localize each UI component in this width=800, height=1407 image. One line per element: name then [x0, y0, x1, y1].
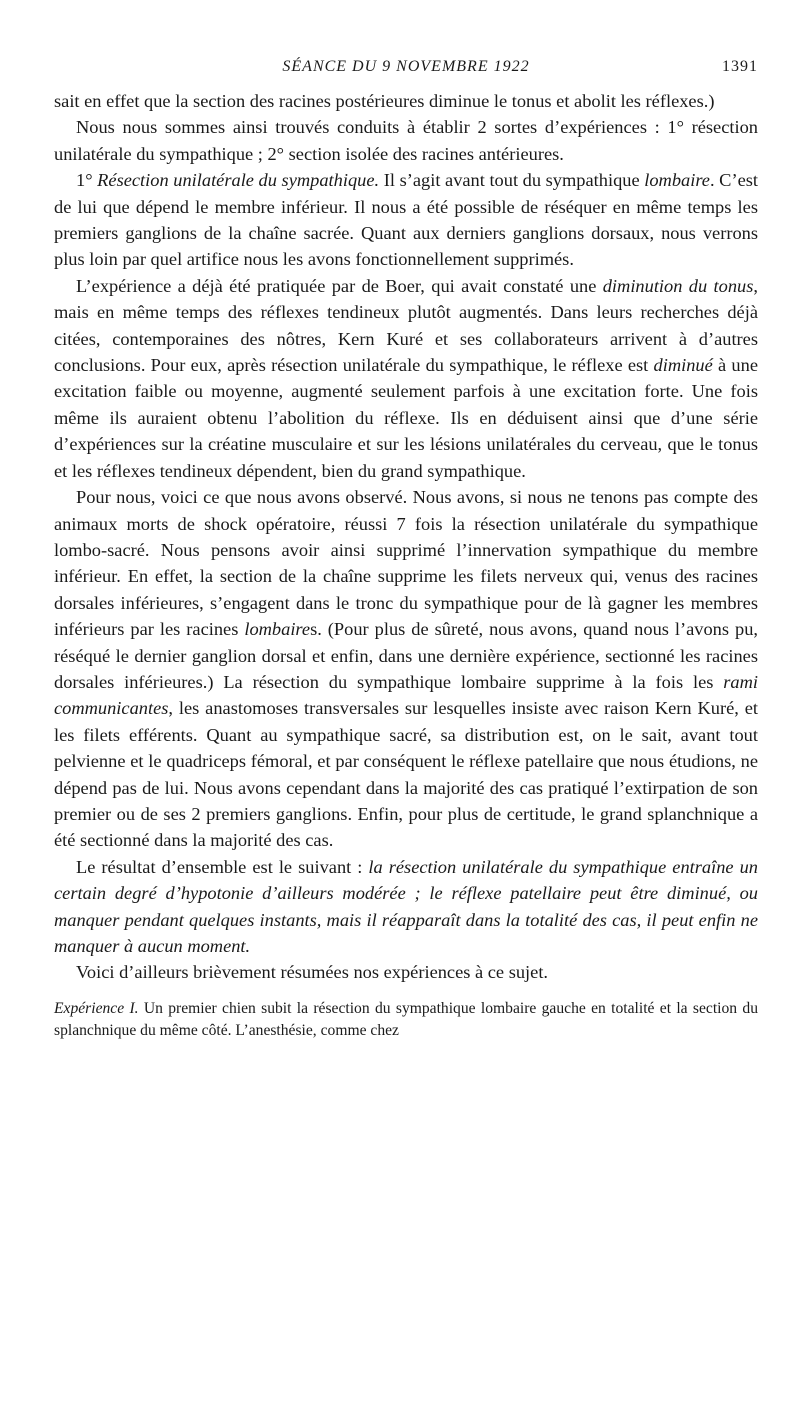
paragraph: sait en effet que la section des racines postérieures diminue le tonus et abolit les réflexes.)	[54, 91, 715, 111]
paragraph: Pour nous, voici ce que nous avons observé. Nous avons, si nous ne tenons pas compte des animaux morts de shock opératoire, réussi 7 fois la résection unilatérale du sympathique lombo-sacré. Nous pensons avoir ainsi supprimé l’innervation sympathique du membre inférieur. En effet, la section de la chaîne supprime les filets nerveux qui, venus des racines dorsales inférieures, s’engagent dans le tronc du sympathique pour de là gagner les membres inférieurs par les racines lombaires. (Pour plus de sûreté, nous avons, quand nous l’avons pu, réséqué le dernier ganglion dorsal et enfin, dans une dernière expérience, sectionné les racines dorsales inférieures.) La résection du sympathique lombaire supprime à la fois les rami communicantes, les anastomoses transversales sur lesquelles insiste avec raison Kern Kuré, et les filets efférents. Quant au sympathique sacré, sa distribution est, on le sait, avant tout pelvienne et le quadriceps fémoral, et par conséquent le réflexe patellaire que nous étudions, ne dépend pas de lui. Nous avons cependant dans la majorité des cas pratiqué l’extirpation de son premier ou de ses 2 premiers ganglions. Enfin, pour plus de certitude, le grand splanchnique a été sectionné dans la majorité des cas.	[54, 487, 758, 851]
experiment-note	[54, 998, 758, 1042]
paragraph: L’expérience a déjà été pratiquée par de Boer, qui avait constaté une diminution du tonus, mais en même temps des réflexes tendineux plutôt augmentés. Dans leurs recherches déjà citées, contemporaines des nôtres, Kern Kuré et ses collaborateurs arrivent à d’autres conclusions. Pour eux, après résection unilatérale du sympathique, le réflexe est diminué à une excitation faible ou moyenne, augmenté seulement parfois à une excitation forte. Une fois même ils auraient obtenu l’abolition du réflexe. Ils en déduisent ainsi que d’une série d’expériences sur la créatine musculaire et sur les lésions unilatérales du cerveau, que le tonus et les réflexes tendineux dépendent, bien du grand sympathique.	[54, 275, 758, 481]
section-title: Résection unilatérale du sympathique.	[97, 170, 380, 191]
paragraph: Nous nous sommes ainsi trouvés conduits à établir 2 sortes d’expériences : 1° résection unilatérale du sympathique ; 2° section isolée des racines antérieures.	[54, 117, 758, 164]
document-page	[54, 58, 758, 1042]
paragraph: Voici d’ailleurs brièvement résumées nos expériences à ce sujet.	[76, 962, 549, 983]
experiment-text: Un premier chien subit la résection du sympathique lombaire gauche en totalité et la section du splanchnique du même côté. L’anesthésie, comme chez	[54, 999, 758, 1039]
result-paragraph: Le résultat d’ensemble est le suivant : la résection unilatérale du sympathique entraîne un certain degré d’hypotonie d’ailleurs modérée ; le réflexe patellaire peut être diminué, ou manquer pendant quelques instants, mais il réapparaît dans la totalité des cas, il peut enfin ne manquer à aucun moment.	[54, 856, 758, 956]
body-text	[54, 88, 758, 1042]
experiment-label: Expérience I.	[54, 999, 139, 1017]
page-number: 1391	[722, 58, 758, 75]
running-header	[54, 58, 758, 88]
paragraph-text: Il s’agit avant tout du sympathique lombaire. C’est de lui que dépend le membre inférieur. Il nous a été possible de réséquer en même temps les premiers ganglions de la chaîne sacrée. Quant aux derniers ganglions dorsaux, nous verrons plus loin par quel artifice nous les avons fonctionnellement supprimés.	[54, 170, 759, 270]
section-heading-paragraph	[54, 167, 758, 273]
running-title: SÉANCE DU 9 NOVEMBRE 1922	[282, 58, 530, 75]
section-number: 1°	[76, 170, 93, 191]
